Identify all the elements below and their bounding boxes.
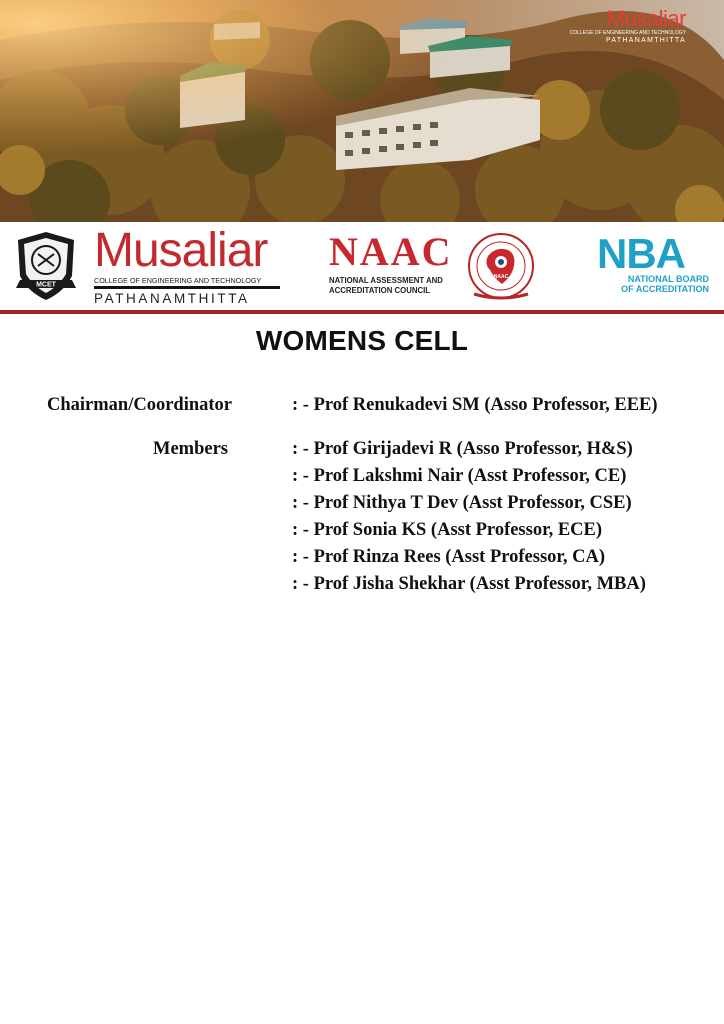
- naac-logo: [329, 229, 463, 296]
- banner-college-logo: [570, 8, 686, 45]
- naac-logo-line1: NATIONAL ASSESSMENT AND: [329, 276, 443, 285]
- member-entry: : - Prof Rinza Rees (Asst Professor, CA): [292, 547, 606, 567]
- banner-logo-name: Musaliar: [606, 6, 686, 31]
- members-label: Members: [153, 439, 228, 459]
- naac-logo-name: NAAC: [329, 229, 453, 274]
- nba-logo-name: NBA: [597, 230, 685, 277]
- nba-logo-line1: NATIONAL BOARD: [627, 274, 709, 284]
- banner-logo-place: PATHANAMTHITTA: [605, 37, 686, 44]
- college-logo-subtitle: COLLEGE OF ENGINEERING AND TECHNOLOGY: [94, 276, 280, 289]
- member-entry: : - Prof Girijadevi R (Asso Professor, H&S): [292, 439, 633, 459]
- college-logo: [94, 224, 294, 306]
- college-logo-name: Musaliar: [94, 224, 268, 277]
- member-entry: : - Prof Sonia KS (Asst Professor, ECE): [292, 520, 603, 540]
- chair-entry: : - Prof Renukadevi SM (Asso Professor, EEE): [292, 395, 658, 415]
- naac-seal-icon: [466, 232, 536, 304]
- crest-text: MCET: [36, 281, 56, 289]
- page-title: WOMENS CELL: [255, 325, 469, 356]
- member-entry: : - Prof Jisha Shekhar (Asst Professor, MBA): [292, 574, 646, 594]
- chair-label: Chairman/Coordinator: [47, 395, 232, 415]
- header-divider: [0, 310, 724, 314]
- college-crest-icon: [14, 230, 78, 302]
- accreditation-logo-strip: [0, 222, 724, 310]
- college-logo-place: PATHANAMTHITTA: [94, 291, 250, 306]
- nba-logo: [597, 230, 709, 294]
- member-entry: : - Prof Nithya T Dev (Asst Professor, CSE): [292, 493, 632, 513]
- member-entry: : - Prof Lakshmi Nair (Asst Professor, CE): [292, 466, 627, 486]
- naac-seal-text: NAAC: [493, 274, 509, 280]
- campus-photo-banner: [0, 0, 724, 222]
- naac-logo-line2: ACCREDITATION COUNCIL: [329, 286, 431, 295]
- nba-logo-line2: OF ACCREDITATION: [621, 284, 709, 294]
- banner-logo-tagline: COLLEGE OF ENGINEERING AND TECHNOLOGY: [569, 30, 686, 36]
